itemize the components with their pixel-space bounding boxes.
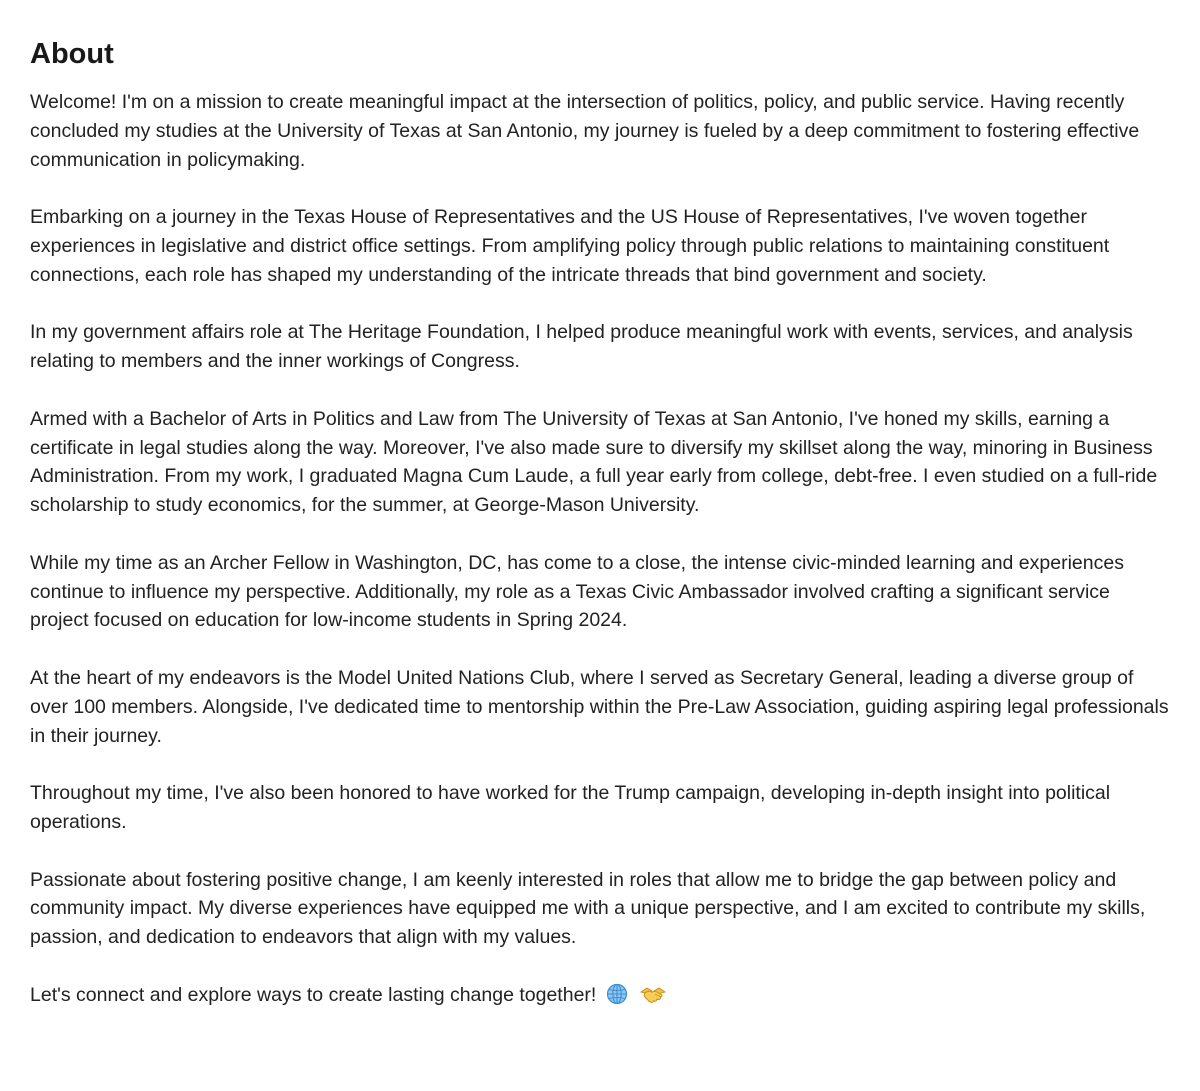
- about-paragraph-education: Armed with a Bachelor of Arts in Politics and Law from The University of Texas at San Antonio, I've honed my skills, earning a certificate in legal studies along the way. Moreover, I've also made sure to diversify my skillset along the way, minoring in Business Administration. From my work, I graduated Magna Cum Laude, a full year early from college, debt-free. I even studied on a full-ride scholarship to study economics, for the summer, at George-Mason University.: [30, 407, 1158, 517]
- about-body: [30, 88, 1170, 1014]
- about-paragraph-model-un: At the heart of my endeavors is the Model United Nations Club, where I served as Secretary General, leading a diverse group of over 100 members. Alongside, I've dedicated time to mentorship within the Pre-Law Association, guiding aspiring legal professionals in their journey.: [30, 666, 1169, 747]
- about-paragraph-campaign: Throughout my time, I've also been honored to have worked for the Trump campaign, developing in-depth insight into political operations.: [30, 782, 1111, 833]
- about-paragraph-fellowship: While my time as an Archer Fellow in Washington, DC, has come to a close, the intense civic-minded learning and experiences continue to influence my perspective. Additionally, my role as a Texas Civic Ambassador involved crafting a significant service project focused on education for low-income students in Spring 2024.: [30, 551, 1124, 632]
- about-paragraph-closing: [30, 981, 1170, 1014]
- about-paragraph-welcome: Welcome! I'm on a mission to create meaningful impact at the intersection of politics, policy, and public service. Having recently concluded my studies at the University of Texas at San Antonio, my journey is fueled by a deep commitment to fostering effective communication in policymaking.: [30, 91, 1140, 171]
- closing-text: Let's connect and explore ways to create lasting change together!: [30, 983, 597, 1006]
- section-title: About: [30, 38, 114, 70]
- about-paragraph-aspirations: Passionate about fostering positive change, I am keenly interested in roles that allow me to bridge the gap between policy and community impact. My diverse experiences have equipped me with a unique perspective, and I am excited to contribute my skills, passion, and dedication to endeavors that align with my values.: [30, 868, 1146, 949]
- globe-icon: [606, 983, 628, 1014]
- about-paragraph-legislative: Embarking on a journey in the Texas House of Representatives and the US House of Representatives, I've woven together experiences in legislative and district office settings. From amplifying policy through public relations to maintaining constituent connections, each role has shaped my understanding of the intricate threads that bind government and society.: [30, 206, 1110, 286]
- about-paragraph-heritage: In my government affairs role at The Heritage Foundation, I helped produce meaningful work with events, services, and analysis relating to members and the inner workings of Congress.: [30, 321, 1133, 373]
- handshake-icon: [637, 983, 667, 1014]
